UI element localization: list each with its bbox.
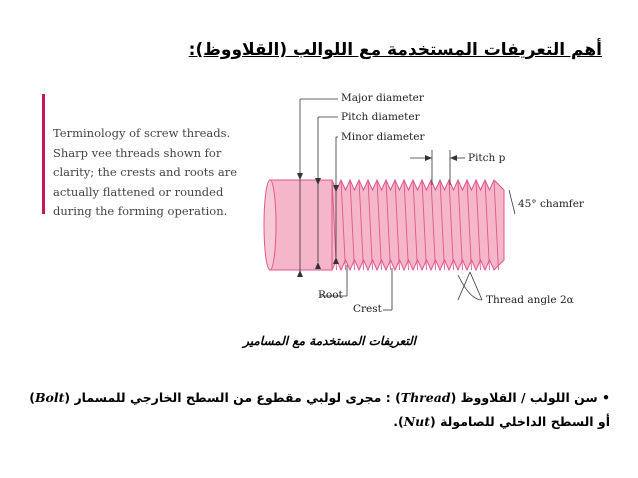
label-crest: Crest (353, 303, 382, 315)
term-bolt: Bolt (34, 390, 65, 405)
caption-line: actually flattened or rounded (53, 184, 224, 199)
term-thread: Thread (400, 390, 451, 405)
bolt-shank (270, 180, 332, 270)
label-thread-angle: Thread angle 2α (486, 294, 574, 306)
shank-end-face (264, 180, 276, 270)
label-major-diameter: Major diameter (341, 92, 424, 104)
definition-text: ) : مجرى لولبي مقطوع من السطح الخارجي للمسمار ( (64, 390, 401, 405)
label-pitch-diameter: Pitch diameter (341, 111, 420, 123)
thread-definition (20, 386, 610, 434)
caption-line: clarity; the crests and roots are (53, 165, 238, 179)
caption-line: Terminology of screw threads. (53, 126, 231, 140)
label-chamfer: 45° chamfer (518, 198, 584, 210)
slide-title: أهم التعريفات المستخدمة مع اللوالب (القلاووظ): (188, 40, 602, 60)
caption-line: during the forming operation. (53, 204, 228, 218)
caption-line: Sharp vee threads shown for (53, 145, 222, 160)
definition-text: ) أو السطح الداخلي للصامولة ( (29, 390, 610, 429)
term-nut: Nut (403, 414, 431, 429)
definition-text: ). (393, 414, 404, 429)
label-pitch: Pitch p (468, 152, 506, 164)
bullet: • (602, 390, 610, 405)
definition-text: سن اللولب / القلاووظ ( (450, 390, 598, 405)
label-minor-diameter: Minor diameter (341, 131, 425, 143)
label-root: Root (318, 289, 343, 301)
figure-caption-arabic: التعريفات المستخدمة مع المسامير (243, 334, 416, 348)
